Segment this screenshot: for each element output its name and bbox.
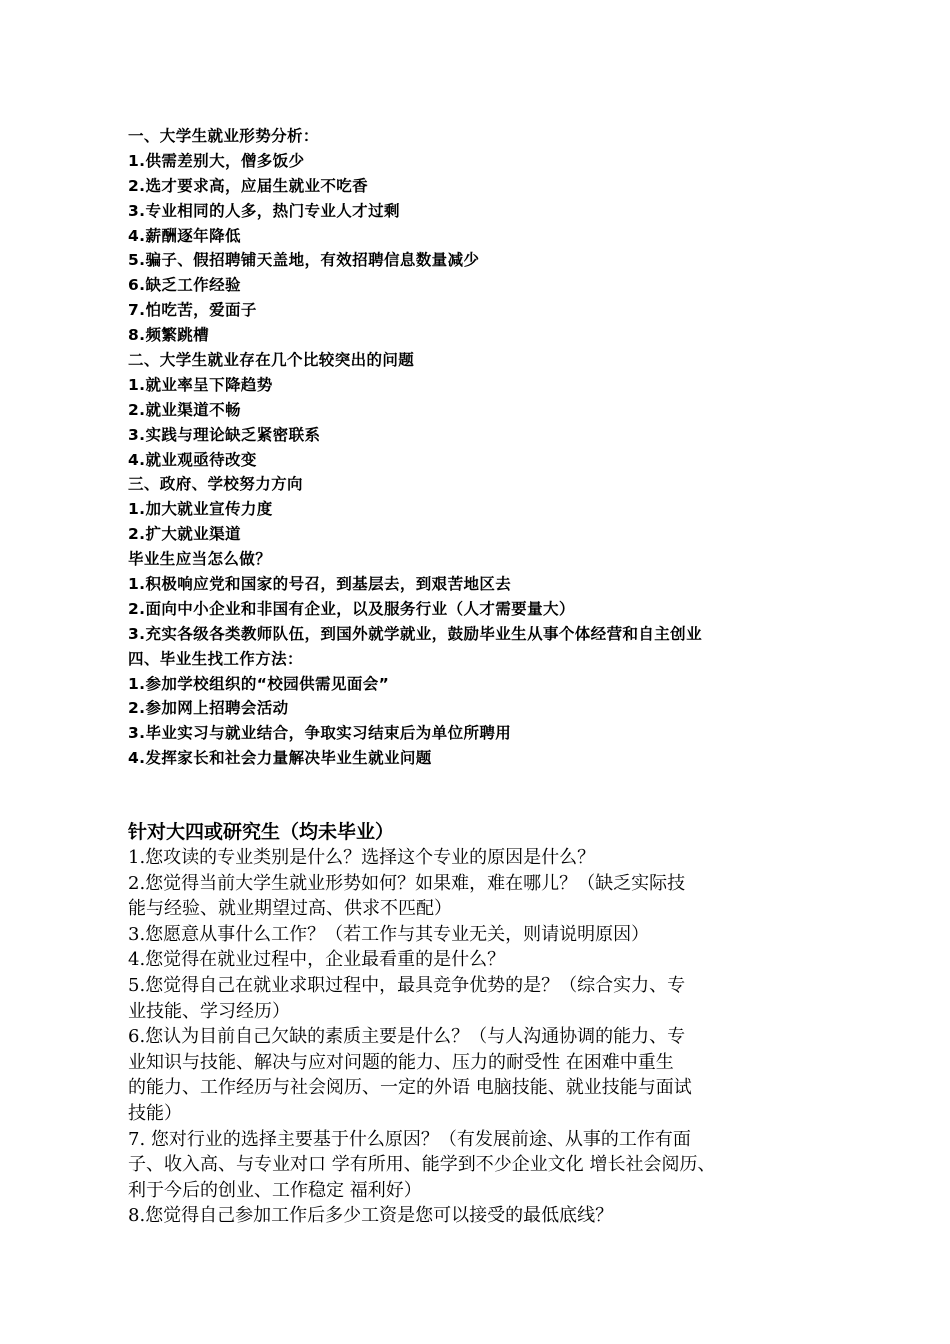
- question-line: 的能力、工作经历与社会阅历、一定的外语 电脑技能、就业技能与面试: [128, 1077, 692, 1099]
- list-item: 2.参加网上招聘会活动: [128, 699, 289, 718]
- section-heading: 二、大学生就业存在几个比较突出的问题: [128, 351, 415, 370]
- list-item: 4.就业观亟待改变: [128, 450, 257, 469]
- section-heading: 三、政府、学校努力方向: [128, 475, 303, 494]
- question-line: 8.您觉得自己参加工作后多少工资是您可以接受的最低底线？: [128, 1205, 614, 1227]
- question-line: 5.您觉得自己在就业求职过程中，最具竞争优势的是？（综合实力、专: [128, 974, 686, 996]
- question-line: 能与经验、就业期望过高、供求不匹配）: [128, 898, 452, 920]
- question-line: 子、收入高、与专业对口 学有所用、能学到不少企业文化 增长社会阅历、: [128, 1154, 716, 1176]
- question-line: 7. 您对行业的选择主要基于什么原因？（有发展前途、从事的工作有面: [128, 1128, 691, 1150]
- list-item: 3.专业相同的人多，热门专业人才过剩: [128, 201, 400, 220]
- question-line: 利于今后的创业、工作稳定 福利好）: [128, 1179, 422, 1201]
- question-line: 6.您认为目前自己欠缺的素质主要是什么？（与人沟通协调的能力、专: [128, 1026, 686, 1048]
- list-item: 4.薪酬逐年降低: [128, 226, 241, 245]
- list-item: 1.就业率呈下降趋势: [128, 375, 273, 394]
- question-line: 业知识与技能、解决与应对问题的能力、压力的耐受性 在困难中重生: [128, 1051, 674, 1073]
- question-line: 1.您攻读的专业类别是什么？选择这个专业的原因是什么？: [128, 847, 596, 868]
- list-item: 2.扩大就业渠道: [128, 525, 241, 544]
- employment-analysis-section: [128, 124, 928, 771]
- list-item: 1.积极响应党和国家的号召，到基层去，到艰苦地区去: [128, 575, 512, 594]
- section-heading: 毕业生应当怎么做？: [128, 550, 272, 569]
- question-line: 3.您愿意从事什么工作？（若工作与其专业无关，则请说明原因）: [128, 923, 650, 945]
- list-item: 3.毕业实习与就业结合，争取实习结束后为单位所聘用: [128, 724, 512, 743]
- list-item: 2.面向中小企业和非国有企业，以及服务行业（人才需要量大）: [128, 599, 575, 618]
- question-line: 业技能、学习经历）: [128, 1000, 290, 1022]
- list-item: 7.怕吃苦，爱面子: [128, 301, 257, 320]
- list-item: 3.实践与理论缺乏紧密联系: [128, 425, 321, 444]
- question-line: 技能）: [128, 1102, 182, 1124]
- list-item: 8.频繁跳槽: [128, 326, 210, 345]
- list-item: 1.参加学校组织的“校园供需见面会”: [128, 674, 390, 693]
- question-line: 2.您觉得当前大学生就业形势如何？如果难，难在哪儿？（缺乏实际技: [128, 872, 686, 894]
- list-item: 5.骗子、假招聘铺天盖地，有效招聘信息数量减少: [128, 251, 480, 270]
- section-heading: 四、毕业生找工作方法：: [128, 649, 303, 668]
- survey-title: 针对大四或研究生（均未毕业）: [128, 821, 395, 843]
- list-item: 6.缺乏工作经验: [128, 276, 241, 295]
- question-line: 4.您觉得在就业过程中，企业最看重的是什么？: [128, 949, 506, 971]
- section-heading: 一、大学生就业形势分析：: [128, 127, 319, 145]
- list-item: 4.发挥家长和社会力量解决毕业生就业问题: [128, 749, 432, 768]
- list-item: 2.就业渠道不畅: [128, 400, 241, 419]
- list-item: 1.加大就业宣传力度: [128, 500, 273, 519]
- survey-questions-section: [128, 819, 828, 1229]
- list-item: 2.选才要求高，应届生就业不吃香: [128, 176, 369, 195]
- list-item: 3.充实各级各类教师队伍，到国外就学就业，鼓励毕业生从事个体经营和自主创业: [128, 624, 702, 643]
- list-item: 1.供需差别大，僧多饭少: [128, 151, 305, 170]
